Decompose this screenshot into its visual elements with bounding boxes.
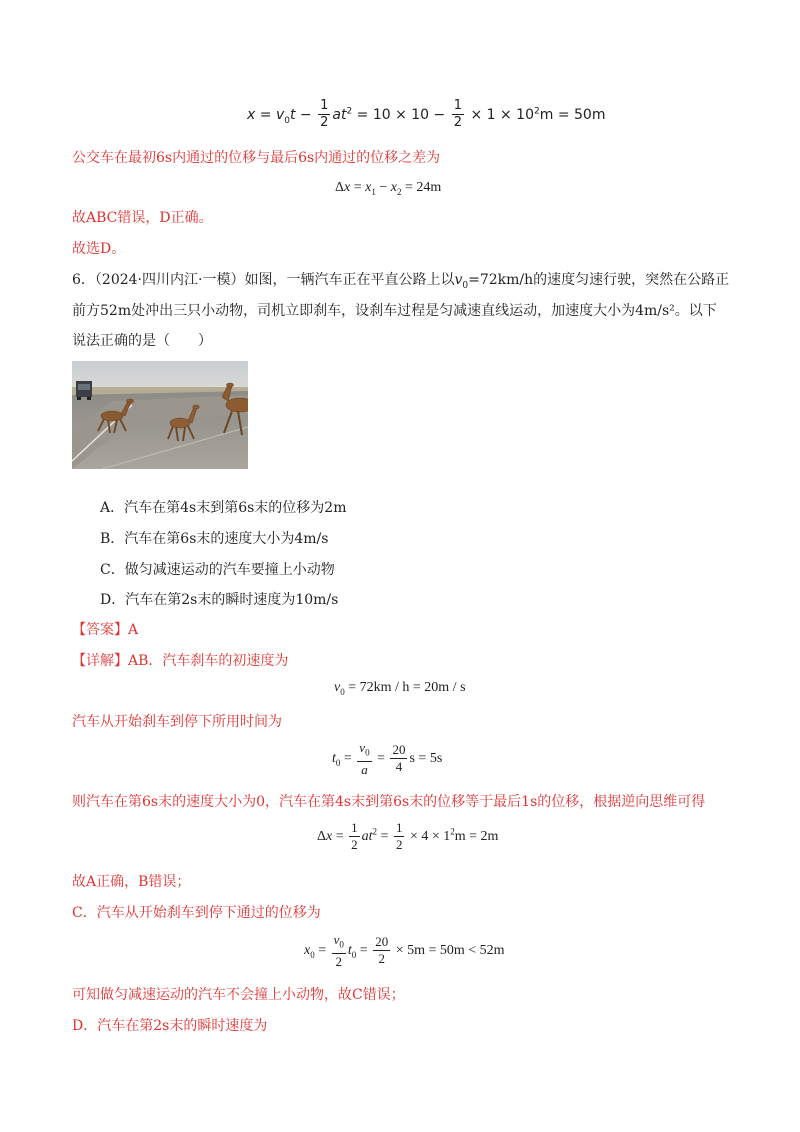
question-line1-suffix: 的速度匀速行驶，突然在公路正	[533, 272, 730, 288]
diff-intro-line: 公交车在最初6s内通过的位移与最后6s内通过的位移之差为	[72, 150, 441, 166]
formula-v0: $v_0 = 72km / h = 20m / s$	[334, 680, 466, 697]
answer-line: 【答案】A	[72, 622, 139, 638]
formula-diff: $\Delta x = x_1 - x_2 = 24m$	[335, 180, 442, 197]
option-b: B．汽车在第6s末的速度大小为4m/s	[100, 531, 329, 547]
prev-choice-line: 故选D。	[72, 241, 126, 257]
formula-top-text: $x = v_0t$ − $\frac{1}{2}$ $at^2 = 10 \times 10$ − $\frac{1}{2}$ × $1 \times 10^2m = 50m$	[247, 98, 606, 130]
question-line-3: 说法正确的是（ ）	[72, 333, 212, 349]
six-second-line: 则汽车在第6s末的速度大小为0，汽车在第4s末到第6s末的位移等于最后1s的位移，根据逆向思维可得	[72, 794, 706, 810]
formula-dx: Δx = $\frac{1}{2}$ $at^2$ = $\frac{1}{2}$ × $4 \times 1^2m = 2m$	[317, 820, 499, 852]
option-d: D．汽车在第2s末的瞬时速度为10m/s	[100, 592, 339, 608]
question-speed: $v_0=72km/h$	[454, 272, 534, 291]
photo-illustration	[72, 361, 248, 469]
d-line: D．汽车在第2s末的瞬时速度为	[72, 1018, 268, 1034]
option-a: A．汽车在第4s末到第6s末的位移为2m	[100, 500, 347, 516]
a-correct-line: 故A正确，B错误；	[72, 874, 191, 890]
vicuna-road-photo	[72, 361, 248, 469]
stop-time-line: 汽车从开始刹车到停下所用时间为	[72, 714, 282, 730]
detail-ab: AB．汽车刹车的初速度为	[128, 653, 289, 669]
question-line1-prefix: 如图，一辆汽车正在平直公路上以	[244, 272, 455, 288]
prev-conclusion-line: 故ABC错误，D正确。	[72, 210, 213, 226]
c-conclusion-line: 可知做匀减速运动的汽车不会撞上小动物，故C错误；	[72, 987, 405, 1003]
question-line-2: 前方52m处冲出三只小动物，司机立即刹车，设刹车过程是匀减速直线运动，加速度大小为4m/s²。以下	[72, 303, 717, 319]
question-number: 6．	[72, 272, 95, 288]
detail-label: 【详解】	[72, 653, 128, 669]
formula-t0: $t_0$ = $\frac{v_0}{a}$ = $\frac{20}{4}$ s = 5s	[332, 740, 443, 777]
detail-line	[72, 651, 288, 671]
formula-x0: $x_0$ = $\frac{v_0}{2}$ $t_0$ = $\frac{20}{2}$ × 5m = 50m < 52m	[304, 932, 505, 969]
c-line: C．汽车从开始刹车到停下通过的位移为	[72, 905, 321, 921]
option-c: C．做匀减速运动的汽车要撞上小动物	[100, 562, 335, 578]
question-source: （2024·四川内江·一模）	[94, 272, 245, 288]
question-line-1	[72, 270, 729, 296]
formula-top	[247, 98, 605, 131]
